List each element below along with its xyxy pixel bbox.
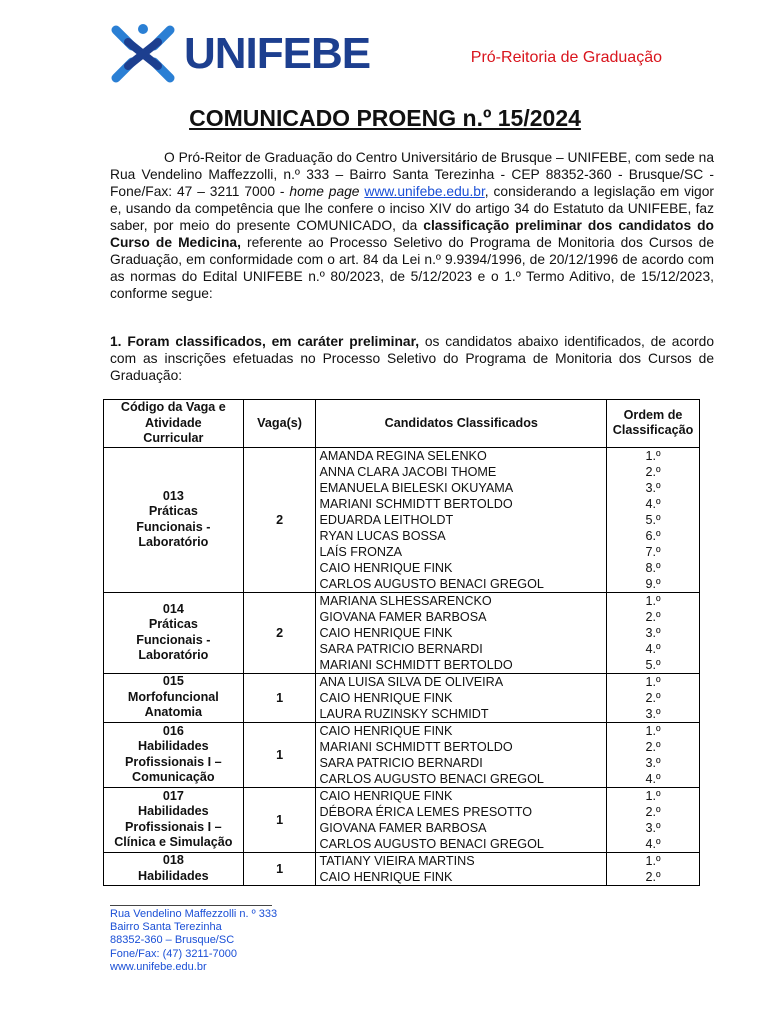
vacancy-count: 1 (243, 673, 316, 722)
candidate-name: CAIO HENRIQUE FINK (319, 560, 453, 575)
vacancy-code: 018 Habilidades (104, 852, 244, 885)
table-header-row (104, 400, 700, 448)
candidate-name: DÉBORA ÉRICA LEMES PRESOTTO (319, 804, 533, 819)
candidate-name: SARA PATRICIO BERNARDI (319, 641, 483, 656)
candidate-name: LAÍS FRONZA (319, 544, 403, 559)
candidate-list (316, 722, 607, 787)
candidate-name: AMANDA REGINA SELENKO (319, 448, 487, 463)
candidate-name: LAURA RUZINSKY SCHMIDT (319, 706, 489, 721)
candidate-name: CAIO HENRIQUE FINK (319, 788, 453, 803)
header-order: Ordem de Classificação (607, 400, 700, 448)
classification-order: 7.º (645, 544, 661, 559)
order-list (607, 787, 700, 852)
candidate-name: GIOVANA FAMER BARBOSA (319, 820, 487, 835)
table-row (104, 673, 700, 722)
candidate-name: CAIO HENRIQUE FINK (319, 625, 453, 640)
candidate-name: CAIO HENRIQUE FINK (319, 690, 453, 705)
page-title: COMUNICADO PROENG n.º 15/2024 (189, 105, 581, 131)
candidate-name: ANNA CLARA JACOBI THOME (319, 464, 497, 479)
homepage-label: home page (289, 184, 360, 199)
vacancy-count: 1 (243, 722, 316, 787)
candidate-name: CARLOS AUGUSTO BENACI GREGOL (319, 836, 544, 851)
vacancy-code: 016 Habilidades Profissionais I – Comunicação (104, 722, 244, 787)
classification-order: 3.º (645, 755, 661, 770)
candidate-name: TATIANY VIEIRA MARTINS (319, 853, 475, 868)
classification-order: 3.º (645, 706, 661, 721)
classification-order: 3.º (645, 820, 661, 835)
header-candidates: Candidatos Classificados (316, 400, 607, 448)
table-row (104, 447, 700, 592)
classification-order: 1.º (645, 853, 661, 868)
candidate-name: CAIO HENRIQUE FINK (319, 723, 453, 738)
logo-wordmark: UNIFEBE (184, 29, 371, 78)
order-list (607, 592, 700, 673)
candidate-name: MARIANI SCHMIDTT BERTOLDO (319, 657, 513, 672)
candidate-name: MARIANI SCHMIDTT BERTOLDO (319, 739, 513, 754)
classification-order: 1.º (645, 723, 661, 738)
candidate-name: RYAN LUCAS BOSSA (319, 528, 446, 543)
classification-order: 2.º (645, 804, 661, 819)
table-row (104, 787, 700, 852)
vacancy-code: 017 Habilidades Profissionais I – Clínica e Simulação (104, 787, 244, 852)
classification-order: 2.º (645, 690, 661, 705)
classification-order: 1.º (645, 448, 661, 463)
vacancy-code: 015 Morfofuncional Anatomia (104, 673, 244, 722)
table-row (104, 592, 700, 673)
homepage-link[interactable]: www.unifebe.edu.br (364, 184, 485, 199)
classification-order: 4.º (645, 641, 661, 656)
order-list (607, 447, 700, 592)
candidate-list (316, 673, 607, 722)
vacancy-count: 1 (243, 787, 316, 852)
candidate-name: CAIO HENRIQUE FINK (319, 869, 453, 884)
order-list (607, 673, 700, 722)
classification-order: 4.º (645, 836, 661, 851)
section-1-paragraph: 1. Foram classificados, em caráter preliminar, os candidatos abaixo identificados, de acordo com as inscrições efetuadas no Processo Seletivo do Programa de Monitoria dos Cursos de Graduação: (110, 334, 714, 383)
classification-order: 4.º (645, 496, 661, 511)
candidate-list (316, 787, 607, 852)
unifebe-logo (108, 22, 370, 86)
header-code: Código da Vaga e Atividade Curricular (104, 400, 244, 448)
classification-order: 9.º (645, 576, 661, 591)
candidate-name: CARLOS AUGUSTO BENACI GREGOL (319, 771, 544, 786)
classification-order: 1.º (645, 593, 661, 608)
classification-order: 2.º (645, 869, 661, 884)
footer-website-link[interactable]: www.unifebe.edu.br (110, 960, 207, 973)
unifebe-emblem-icon (108, 22, 178, 86)
candidate-name: GIOVANA FAMER BARBOSA (319, 609, 487, 624)
classification-order: 5.º (645, 657, 661, 672)
order-list (607, 722, 700, 787)
vacancy-code: 013 Práticas Funcionais - Laboratório (104, 447, 244, 592)
candidate-name: MARIANA SLHESSARENCKO (319, 593, 492, 608)
candidate-list (316, 447, 607, 592)
classification-order: 3.º (645, 625, 661, 640)
header-vagas: Vaga(s) (243, 400, 316, 448)
vacancy-code: 014 Práticas Funcionais - Laboratório (104, 592, 244, 673)
table-row (104, 852, 700, 885)
classification-order: 2.º (645, 609, 661, 624)
classification-order: 1.º (645, 788, 661, 803)
intro-paragraph: O Pró-Reitor de Graduação do Centro Universitário de Brusque – UNIFEBE, com sede na Rua Vendelino Maffezzolli, n.º 333 – Bairro Santa Terezinha - CEP 88352-360 - Brusque/SC - Fone/Fax: 47 – 3211 7000 - home page www.unifebe.edu.br, considerando a legislação em vigor e, usando da competência que lhe confere o inciso XIV do artigo 34 do Estatuto da UNIFEBE, faz saber, por meio do presente COMUNICADO, da classificação preliminar dos candidatos do Curso de Medicina, referente ao Processo Seletivo do Programa de Monitoria dos Cursos de Graduação, em conformidade com o art. 84 da Lei n.º 9.9394/1996, de 20/12/1996 de acordo com as normas do Edital UNIFEBE n.º 80/2023, de 5/12/2023 e o 1.º Termo Aditivo, de 15/12/2023, conforme segue: (110, 150, 714, 301)
vacancy-count: 2 (243, 447, 316, 592)
classification-table (103, 399, 700, 886)
classification-order: 4.º (645, 771, 661, 786)
candidate-name: ANA LUISA SILVA DE OLIVEIRA (319, 674, 504, 689)
order-list (607, 852, 700, 885)
classification-order: 2.º (645, 464, 661, 479)
table-row (104, 722, 700, 787)
classification-order: 8.º (645, 560, 661, 575)
vacancy-count: 2 (243, 592, 316, 673)
candidate-name: EMANUELA BIELESKI OKUYAMA (319, 480, 514, 495)
candidate-name: CARLOS AUGUSTO BENACI GREGOL (319, 576, 544, 591)
candidate-list (316, 592, 607, 673)
classification-order: 3.º (645, 480, 661, 495)
footer-divider (110, 905, 272, 906)
classification-order: 5.º (645, 512, 661, 527)
classification-order: 1.º (645, 674, 661, 689)
footer-address: Rua Vendelino Maffezzolli n. º 333 Bairro Santa Terezinha 88352-360 – Brusque/SC Fone/Fax: (47) 3211-7000 www.unifebe.edu.br (110, 908, 278, 973)
vacancy-count: 1 (243, 852, 316, 885)
candidate-name: MARIANI SCHMIDTT BERTOLDO (319, 496, 513, 511)
candidate-name: EDUARDA LEITHOLDT (319, 512, 454, 527)
classification-order: 2.º (645, 739, 661, 754)
department-name: Pró-Reitoria de Graduação (470, 49, 662, 66)
classification-order: 6.º (645, 528, 661, 543)
candidate-name: SARA PATRICIO BERNARDI (319, 755, 483, 770)
candidate-list (316, 852, 607, 885)
